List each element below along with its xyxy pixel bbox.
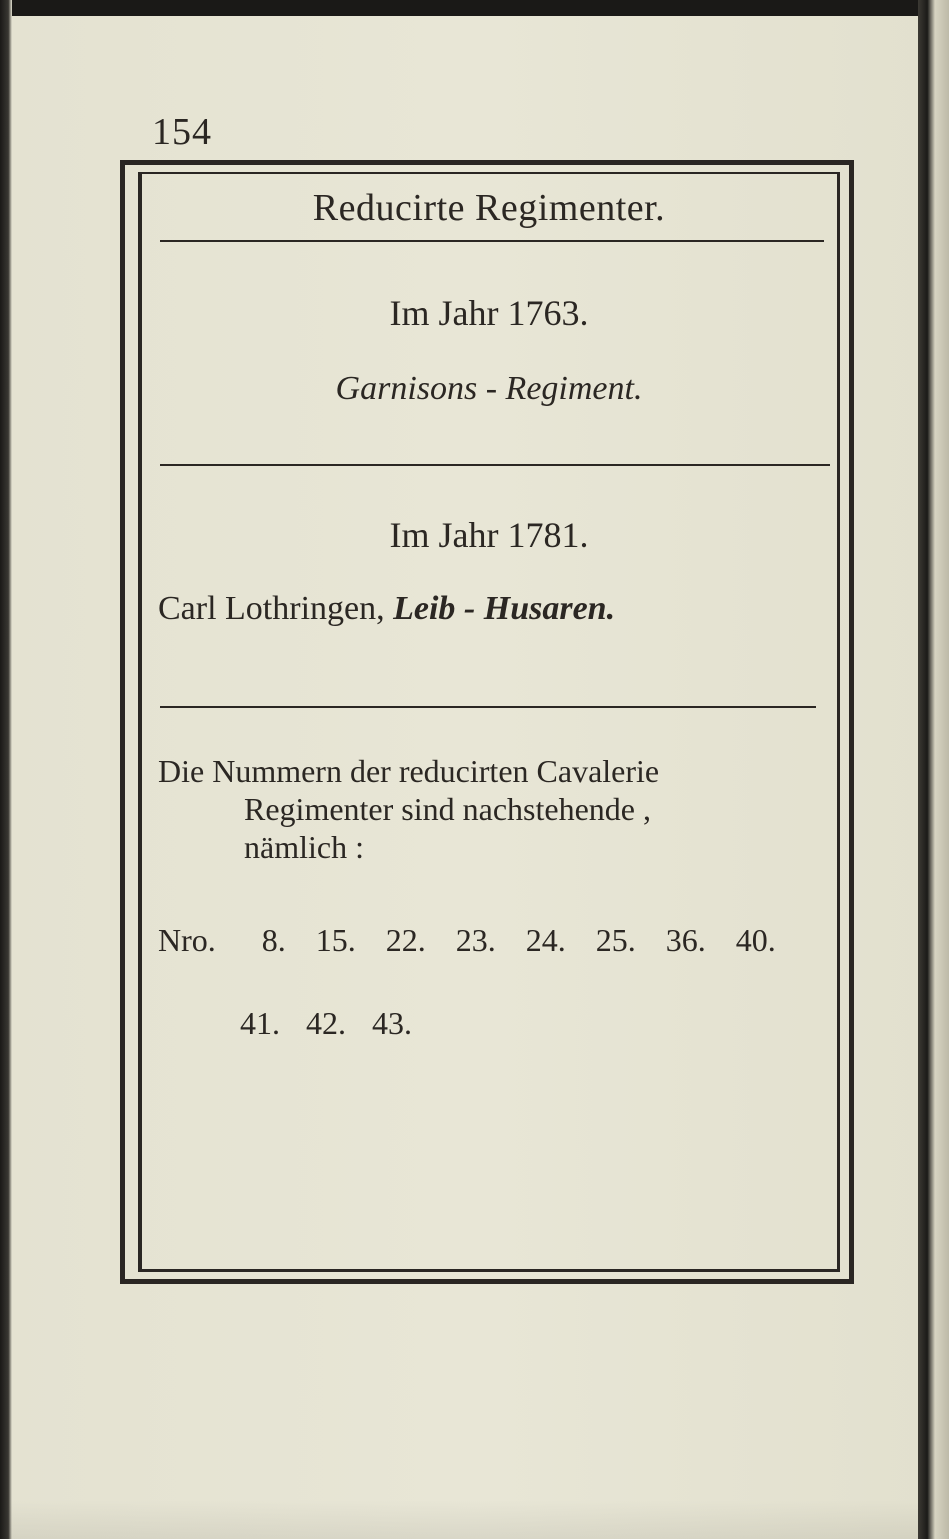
number-item: 8. xyxy=(261,922,286,958)
numbers-row-1 xyxy=(158,922,776,959)
numbers-label: Nro. xyxy=(158,922,216,958)
number-item: 42. xyxy=(306,1005,346,1041)
number-item: 40. xyxy=(735,922,776,958)
page-number: 154 xyxy=(152,111,212,153)
book-gutter xyxy=(918,0,949,1539)
numbers-note-line-2: Regimenter sind nachstehende , xyxy=(244,791,651,827)
rule-under-heading xyxy=(160,240,824,242)
number-item: 24. xyxy=(525,922,566,958)
box-heading: Reducirte Regimenter. xyxy=(312,187,666,229)
number-item: 23. xyxy=(455,922,496,958)
number-item: 36. xyxy=(665,922,706,958)
scan-left-edge xyxy=(0,0,12,1539)
inner-frame xyxy=(138,172,840,1272)
number-item: 43. xyxy=(372,1005,412,1041)
rule-after-1763 xyxy=(160,464,830,466)
number-item: 22. xyxy=(385,922,426,958)
numbers-note-line-3: nämlich : xyxy=(244,829,364,865)
rule-after-1781 xyxy=(160,706,816,708)
number-item: 41. xyxy=(240,1005,280,1041)
number-item: 25. xyxy=(595,922,636,958)
numbers-note-line-1: Die Nummern der reducirten Cavalerie xyxy=(158,753,660,789)
regiment-1781-prefix: Carl Lothringen, xyxy=(158,590,385,627)
page-bottom-shade xyxy=(0,1500,918,1539)
numbers-row-2 xyxy=(240,1005,430,1042)
regiment-1781-line xyxy=(158,590,615,628)
numbers-note xyxy=(158,752,828,866)
number-item: 15. xyxy=(315,922,356,958)
regiment-1781-name: Leib - Husaren. xyxy=(393,590,616,627)
year-1781: Im Jahr 1781. xyxy=(389,515,589,555)
year-1763: Im Jahr 1763. xyxy=(389,293,589,333)
regiment-1763: Garnisons - Regiment. xyxy=(335,370,643,407)
scan-top-edge xyxy=(0,0,949,16)
